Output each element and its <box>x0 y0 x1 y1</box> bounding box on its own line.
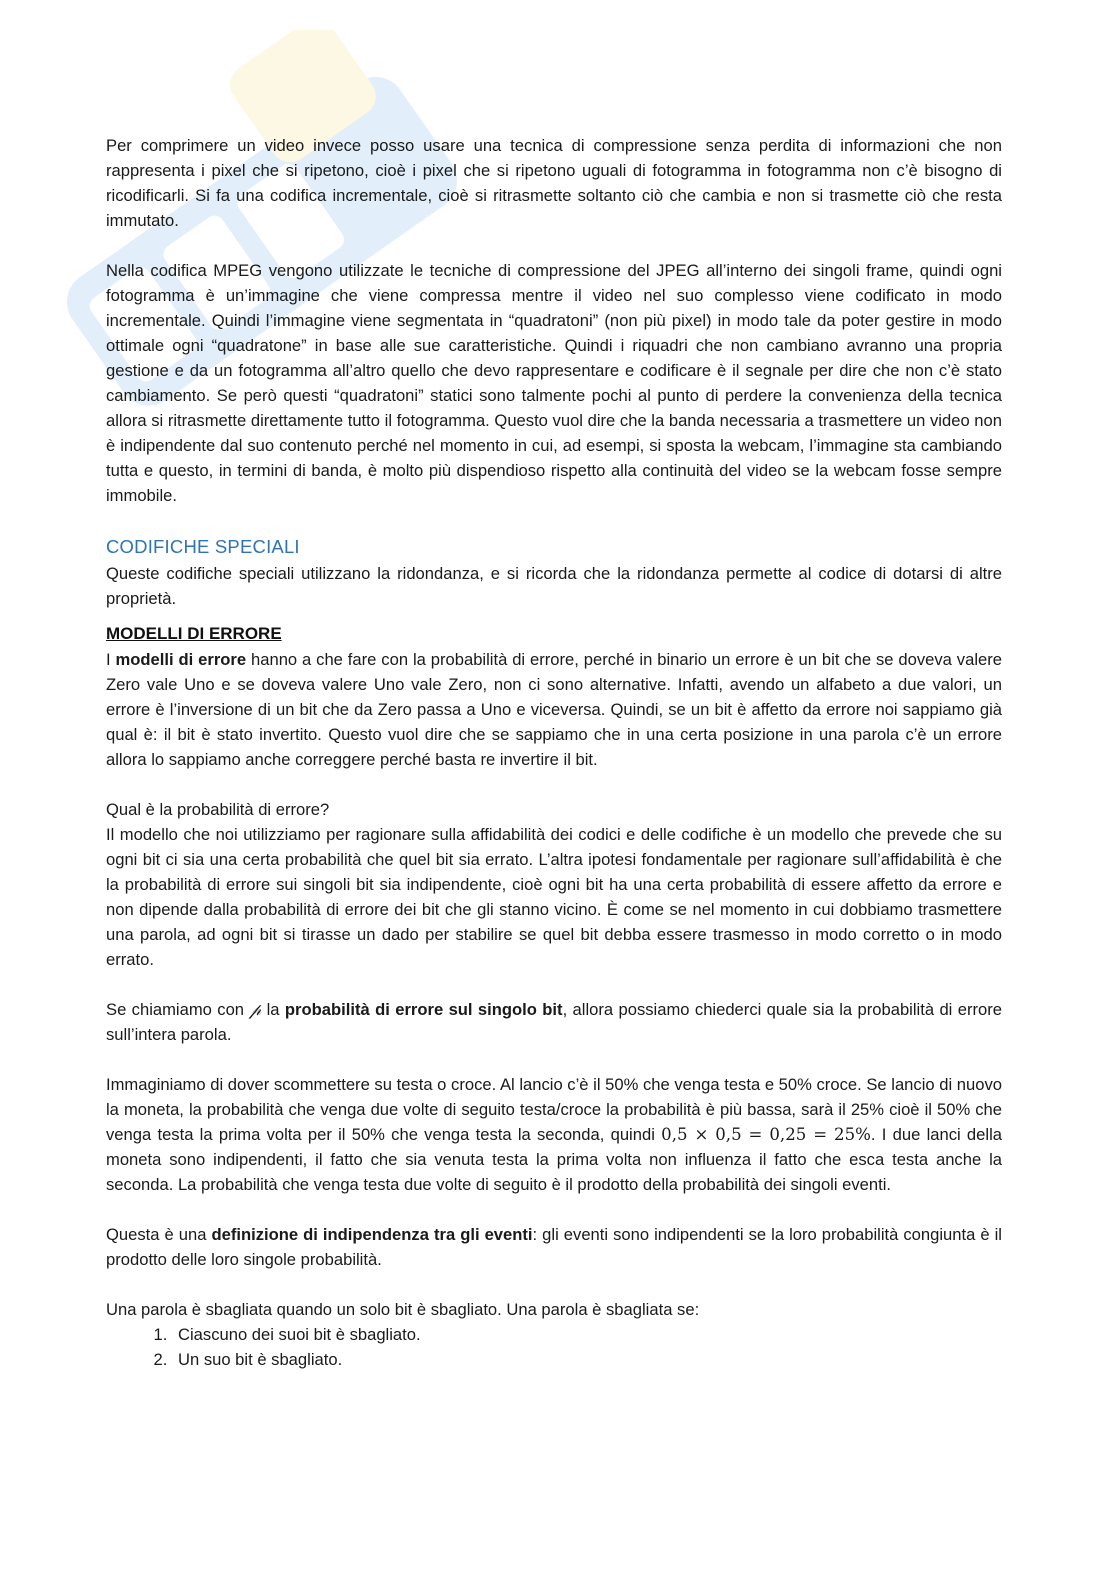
paragraph-bit-probability <box>106 997 1002 1047</box>
math-expression: 0,5 × 0,5 = 0,25 = 25% <box>661 1125 871 1144</box>
text-run: Questa è una <box>106 1225 212 1244</box>
paragraph-word-error: Una parola è sbagliata quando un solo bit è sbagliato. Una parola è sbagliata se: <box>106 1300 700 1319</box>
paragraph-reliability-model: Il modello che noi utilizziamo per ragionare sulla affidabilità dei codici e delle codifiche è un modello che prevede che su ogni bit ci sia una certa probabilità che quel bit sia errato. L’altra ipotesi fondamentale per ragionare sull’affidabilità è che la probabilità di errore sui singoli bit sia indipendente, cioè ogni bit ha una certa probabilità di essere affetto da errore e non dipende dalla probabilità di errore dei bit che gli stanno vicino. È come se nel momento in cui dobbiamo trasmettere una parola, ad ogni bit si tirasse un dado per stabilire se quel bit debba essere trasmesso in modo corretto o in modo errato. <box>106 825 1002 969</box>
text-run: . I due lanci della moneta sono indipendenti, il fatto che sia venuta testa la prima volta non influenza il fatto che esca testa anche la seconda. La probabilità che venga testa due volte di seguito è il prodotto della probabilità dei singoli eventi. <box>106 1125 1002 1194</box>
numbered-list <box>106 1322 1002 1372</box>
text-run: I <box>106 650 116 669</box>
text-run: hanno a che fare con la probabilità di errore, perché in binario un errore è un bit che se doveva valere Zero vale Uno e se doveva valere Uno vale Zero, non ci sono alternative. Infatti, avendo un alfabeto a due valori, un errore è l’inversione di un bit che da Zero passa a Uno e viceversa. Quindi, se un bit è affetto da errore noi sappiamo già qual è: il bit è stato invertito. Questo vuol dire che se sappiamo che in una certa posizione in una parola c’è un errore allora lo sappiamo anche correggere perché basta re invertire il bit. <box>106 650 1002 769</box>
paragraph-mpeg: Nella codifica MPEG vengono utilizzate le tecniche di compressione del JPEG all’interno dei singoli frame, quindi ogni fotogramma è un’immagine che viene compressa mentre il video nel suo complesso viene codificato in modo incrementale. Quindi l’immagine viene segmentata in “quadratoni” (non più pixel) in modo tale da poter gestire in modo ottimale ogni “quadratone” in base alle sue caratteristiche. Quindi i riquadri che non cambiano avranno una propria gestione e da un fotogramma all’altro quello che devo rappresentare e codificare è il segnale per dire che non c’è stato cambiamento. Se però questi “quadratoni” statici sono talmente pochi al punto di perdere la convenienza della tecnica allora si ritrasmette direttamente tutto il fotogramma. Questo vuol dire che la banda necessaria a trasmettere un video non è indipendente dal suo contenuto perché nel momento in cui, ad esempi, si sposta la webcam, l’immagine sta cambiando tutta e questo, in termini di banda, è molto più dispendioso rispetto alla continuità del video se la webcam fosse sempre immobile. <box>106 261 1002 505</box>
bold-term: probabilità di errore sul singolo bit <box>284 1000 563 1019</box>
text-run: Immaginiamo di dover scommettere su testa o croce. Al lancio c’è il 50% che venga testa e 50% croce. Se lancio di nuovo la moneta, la probabilità che venga due volte di seguito testa/croce la probabilità è più bassa, sarà il 25% cioè il 50% che venga testa la prima volta per il 50% che venga testa la seconda, quindi <box>106 1075 1002 1144</box>
math-symbol: 𝓅 <box>249 1000 262 1019</box>
list-item: 2. Un suo bit è sbagliato. <box>172 1347 1002 1372</box>
bold-term: definizione di indipendenza tra gli eventi <box>211 1225 533 1244</box>
text-run: la <box>261 1000 285 1019</box>
section-title: CODIFICHE SPECIALI <box>106 536 300 557</box>
paragraph-coin-example <box>106 1072 1002 1197</box>
paragraph-special-codes: Queste codifiche speciali utilizzano la ridondanza, e si ricorda che la ridondanza permette al codice di dotarsi di altre proprietà. <box>106 564 1002 608</box>
question-line: Qual è la probabilità di errore? <box>106 800 330 819</box>
paragraph-error-models <box>106 647 1002 772</box>
document-page <box>106 133 1002 1372</box>
paragraph-video-compression: Per comprimere un video invece posso usare una tecnica di compressione senza perdita di informazioni che non rappresenta i pixel che si ripetono, cioè i pixel che si ripetono uguali di fotogramma in fotogramma non c’è bisogno di ricodificarli. Si fa una codifica incrementale, cioè si ritrasmette soltanto ciò che cambia e non si trasmette ciò che resta immutato. <box>106 136 1002 230</box>
list-item: 1. Ciascuno dei suoi bit è sbagliato. <box>172 1322 1002 1347</box>
bold-term: modelli di errore <box>115 650 247 669</box>
text-run: , allora possiamo chiederci quale sia la probabilità di errore sull’intera parola. <box>106 1000 1003 1044</box>
paragraph-independence <box>106 1222 1002 1272</box>
text-run: Se chiamiamo con <box>106 1000 250 1019</box>
subsection-title: MODELLI DI ERRORE <box>106 624 282 643</box>
text-run: : gli eventi sono indipendenti se la loro probabilità congiunta è il prodotto delle loro singole probabilità. <box>106 1225 1002 1269</box>
